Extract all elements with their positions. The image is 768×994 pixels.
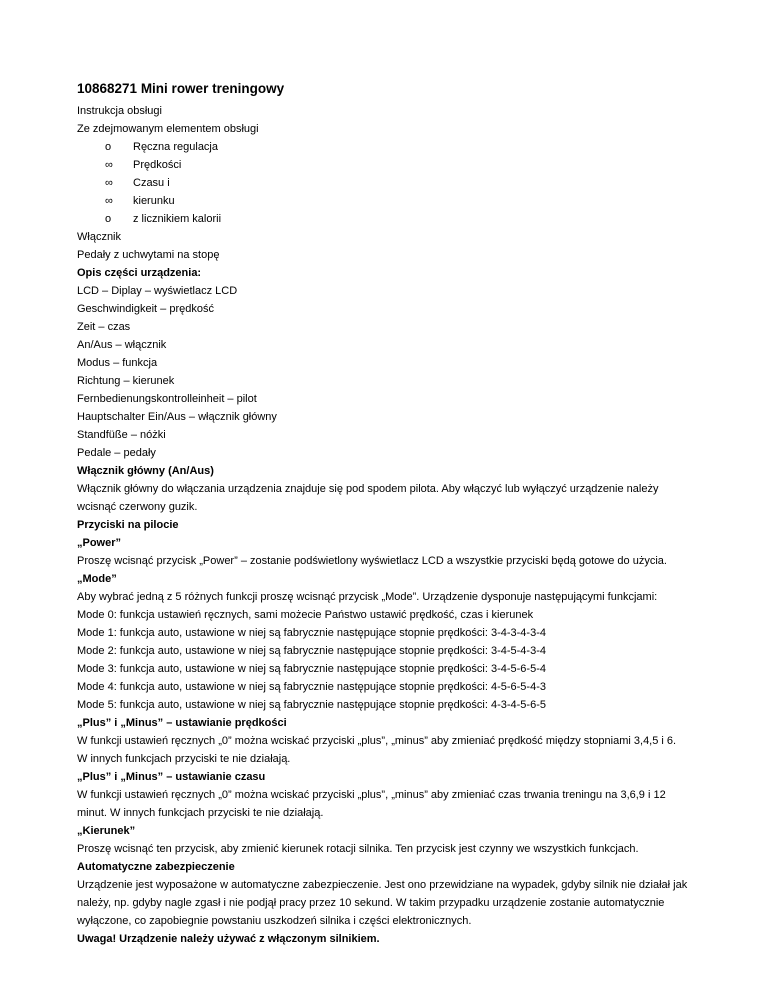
paragraph-line: Urządzenie jest wyposażone w automatyczne zabezpieczenie. Jest ono przewidziane na wypadek, gdyby silnik nie działał jak [77,879,688,891]
text-line: Pedały z uchwytami na stopę [77,249,220,261]
part-line: Fernbedienungskontrolleinheit – pilot [77,393,257,405]
part-line: An/Aus – włącznik [77,339,167,351]
document-title: 10868271 Mini rower treningowy [77,81,285,96]
paragraph-line: W funkcji ustawień ręcznych „0” można wciskać przyciski „plus”, „minus” aby zmieniać prędkość między stopniami 3,4,5 i 6. [77,735,677,747]
list-item [77,210,697,228]
paragraph-line: W funkcji ustawień ręcznych „0” można wciskać przyciski „plus”, „minus” aby zmieniać czas trwania treningu na 3,6,9 i 12 [77,789,666,801]
intro-line: Instrukcja obsługi [77,105,162,117]
list-item [77,192,697,210]
mode-line: Mode 3: funkcja auto, ustawione w niej są fabrycznie następujące stopnie prędkości: 3-4-5-6-5-4 [77,663,546,675]
paragraph: Włącznik główny do włączania urządzenia znajduje się pod spodem pilota. Aby włączyć lub wyłączyć urządzenie należy wcisnąć czerwony guzik. [77,483,659,513]
part-line: LCD – Diplay – wyświetlacz LCD [77,285,238,297]
list-item-text: Czasu i [133,177,170,189]
list-bullet: ∞ [105,159,113,171]
mode-line: Aby wybrać jedną z 5 różnych funkcji proszę wcisnąć przycisk „Mode”. Urządzenie dysponuje następującymi funkcjami: [77,591,658,603]
list-item [77,138,697,156]
list-item-text: kierunku [133,195,175,207]
subsection-heading: „Power” [77,537,122,549]
part-line: Pedale – pedały [77,447,156,459]
part-line: Modus – funkcja [77,357,158,369]
list-item [77,156,697,174]
mode-line: Mode 2: funkcja auto, ustawione w niej są fabrycznie następujące stopnie prędkości: 3-4-5-4-3-4 [77,645,546,657]
part-line: Richtung – kierunek [77,375,175,387]
warning-text: Uwaga! Urządzenie należy używać z włączonym silnikiem. [77,933,380,945]
paragraph-line: należy, np. gdyby nagle zgasł i nie podjął pracy przez 10 sekund. W takim przypadku urządzenie zostanie automatycznie [77,897,665,909]
list-item-text: Ręczna regulacja [133,141,218,153]
list-item [77,174,697,192]
mode-line: Mode 4: funkcja auto, ustawione w niej są fabrycznie następujące stopnie prędkości: 4-5-6-5-4-3 [77,681,546,693]
text-line: Włącznik [77,231,122,243]
feature-list [77,138,697,228]
paragraph-line: W innych funkcjach przyciski te nie działają. [77,753,291,765]
paragraph-line: minut. W innych funkcjach przyciski te nie działają. [77,807,324,819]
subsection-heading: „Plus” i „Minus” – ustawianie czasu [77,771,266,783]
list-bullet: o [105,213,112,225]
mode-line: Mode 5: funkcja auto, ustawione w niej są fabrycznie następujące stopnie prędkości: 4-3-4-5-6-5 [77,699,546,711]
section-heading: Automatyczne zabezpieczenie [77,861,235,873]
paragraph: Proszę wcisnąć ten przycisk, aby zmienić kierunek rotacji silnika. Ten przycisk jest czynny we wszystkich funkcjach. [77,843,639,855]
list-item-text: Prędkości [133,159,182,171]
mode-line: Mode 0: funkcja ustawień ręcznych, sami możecie Państwo ustawić prędkość, czas i kierunek [77,609,534,621]
list-bullet: ∞ [105,195,113,207]
intro-line: Ze zdejmowanym elementem obsługi [77,123,259,135]
document-page [77,80,697,948]
part-line: Standfüße – nóżki [77,429,166,441]
paragraph-line: wyłączone, co zapobiegnie powstaniu uszkodzeń silnika i części elektronicznych. [77,915,472,927]
list-bullet: o [105,141,112,153]
section-heading: Przyciski na pilocie [77,519,179,531]
subsection-heading: „Mode” [77,573,117,585]
list-bullet: ∞ [105,177,113,189]
part-line: Zeit – czas [77,321,131,333]
list-item-text: z licznikiem kalorii [133,213,222,225]
subsection-heading: „Kierunek” [77,825,136,837]
section-heading: Opis części urządzenia: [77,267,202,279]
part-line: Hauptschalter Ein/Aus – włącznik główny [77,411,277,423]
part-line: Geschwindigkeit – prędkość [77,303,214,315]
section-heading: Włącznik główny (An/Aus) [77,465,214,477]
paragraph: Proszę wcisnąć przycisk „Power” – zostanie podświetlony wyświetlacz LCD a wszystkie przyciski będą gotowe do użycia. [77,555,667,567]
subsection-heading: „Plus” i „Minus” – ustawianie prędkości [77,717,287,729]
mode-line: Mode 1: funkcja auto, ustawione w niej są fabrycznie następujące stopnie prędkości: 3-4-3-4-3-4 [77,627,546,639]
